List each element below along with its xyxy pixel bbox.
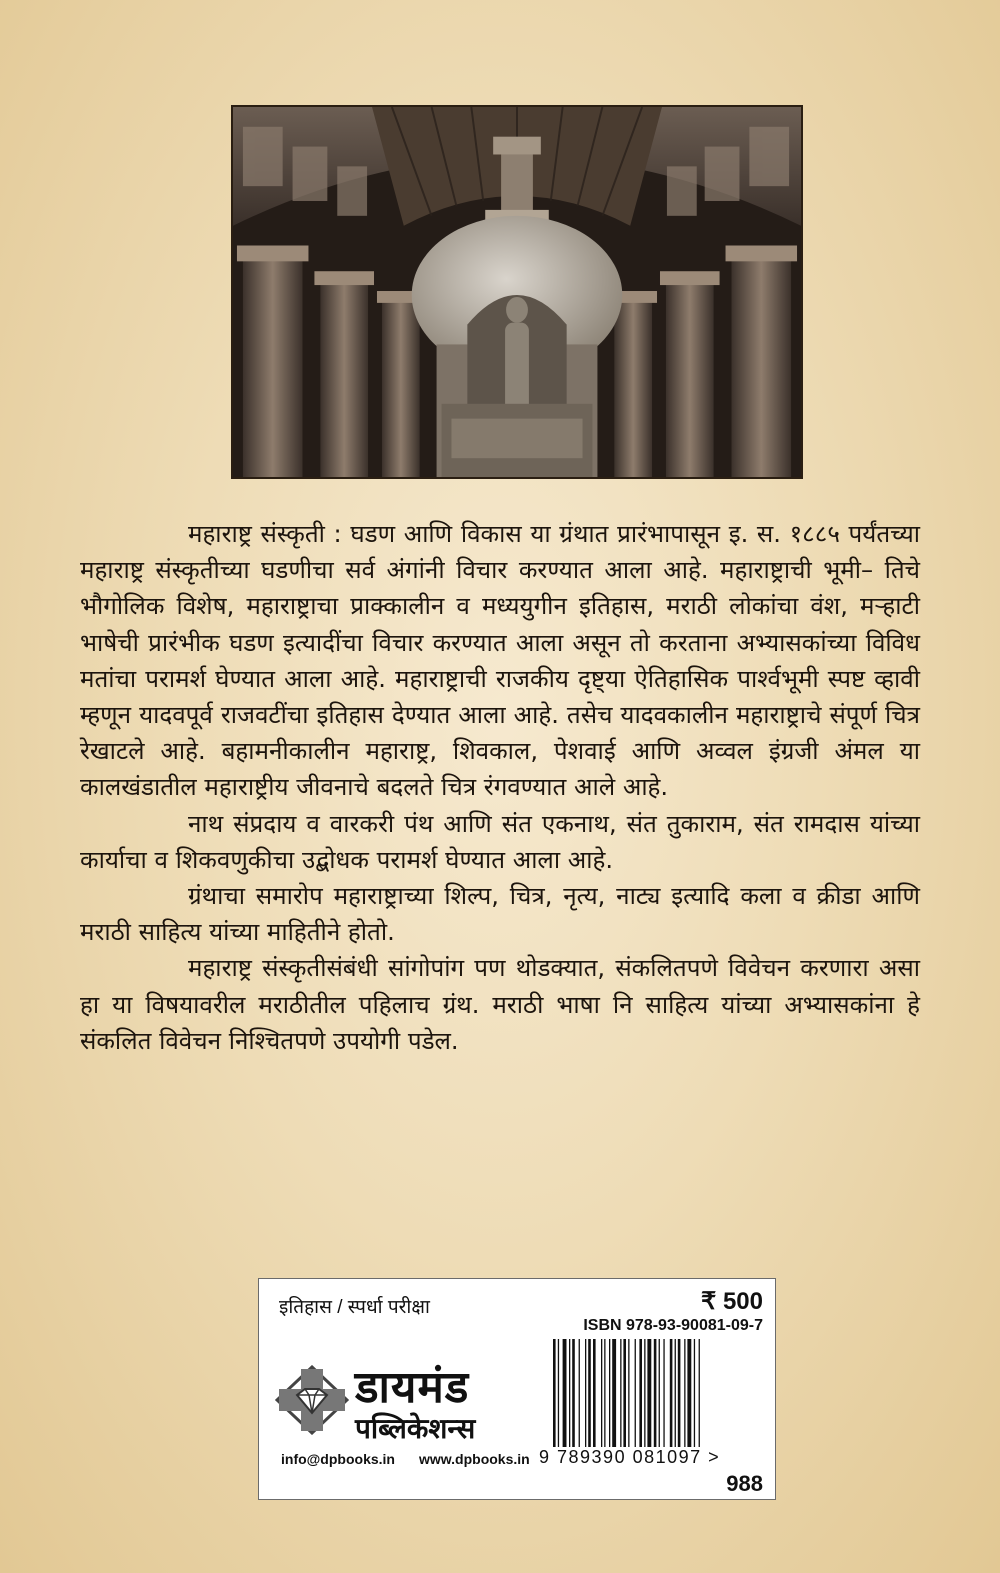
blurb-paragraph-4: महाराष्ट्र संस्कृतीसंबंधी सांगोपांग पण थोडक्यात, संकलितपणे विवेचन करणारा असा हा या विषयावरील मराठीतील पहिलाच ग्रंथ. मराठी भाषा नि साहित्य यांच्या अभ्यासकांना हे संकलित विवेचन निश्चितपणे उपयोगी पडेल. — [80, 954, 920, 1055]
category-text: इतिहास / स्पर्धा परीक्षा — [279, 1297, 430, 1318]
price-barcode-label — [258, 1278, 776, 1500]
diamond-logo-icon — [275, 1365, 349, 1435]
barcode-digits: 9 789390 081097 > — [539, 1447, 721, 1467]
blurb-paragraph-1: महाराष्ट्र संस्कृती : घडण आणि विकास या ग्रंथात प्रारंभापासून इ. स. १८८५ पर्यंतच्या महाराष्ट्र संस्कृतीच्या घडणीचा सर्व अंगांनी विचार करण्यात आला आहे. महाराष्ट्राची भूमी– तिचे भौगोलिक विशेष, महाराष्ट्राचा प्राक्कालीन व मध्ययुगीन इतिहास, मराठी लोकांचा वंश, मऱ्हाटी भाषेची प्रारंभीक घडण इत्यादींचा विचार करण्यात आला असून तो करताना अभ्यासकांच्या विविध मतांचा परामर्श घेण्यात आला आहे. महाराष्ट्राची राजकीय दृष्ट्या ऐतिहासिक पार्श्वभूमी स्पष्ट व्हावी म्हणून यादवपूर्व राजवटींचा इतिहास देण्यात आला आहे. तसेच यादवकालीन महाराष्ट्राचे संपूर्ण चित्र रेखाटले आहे. बहामनीकालीन महाराष्ट्र, शिवकाल, पेशवाई आणि अव्वल इंग्रजी अंमल या कालखंडातील महाराष्ट्रीय जीवनाचे बदलते चित्र रंगवण्यात आले आहे. — [80, 520, 920, 802]
cover-photo — [231, 105, 803, 479]
blurb-paragraph-3: ग्रंथाचा समारोप महाराष्ट्राच्या शिल्प, चित्र, नृत्य, नाट्य इत्यादि कला व क्रीडा आणि मराठी साहित्य यांच्या माहितीने होतो. — [80, 882, 920, 947]
publisher-website: www.dpbooks.in — [419, 1451, 530, 1467]
isbn-text: ISBN 978-93-90081-09-7 — [583, 1317, 763, 1334]
price-text: ₹ 500 — [701, 1288, 763, 1315]
publisher-name: डायमंड — [355, 1362, 470, 1413]
publisher-email: info@dpbooks.in — [281, 1451, 395, 1467]
blurb-paragraph-2: नाथ संप्रदाय व वारकरी पंथ आणि संत एकनाथ, संत तुकाराम, संत रामदास यांच्या कार्याचा व शिकवणुकीचा उद्बोधक परामर्श घेण्यात आला आहे. — [80, 809, 920, 874]
publisher-subname: पब्लिकेशन्स — [355, 1412, 476, 1445]
isbn-barcode — [551, 1339, 751, 1447]
cave-stupa-image — [233, 107, 801, 477]
back-cover-blurb — [80, 516, 920, 1059]
catalog-code: 988 — [726, 1471, 763, 1496]
